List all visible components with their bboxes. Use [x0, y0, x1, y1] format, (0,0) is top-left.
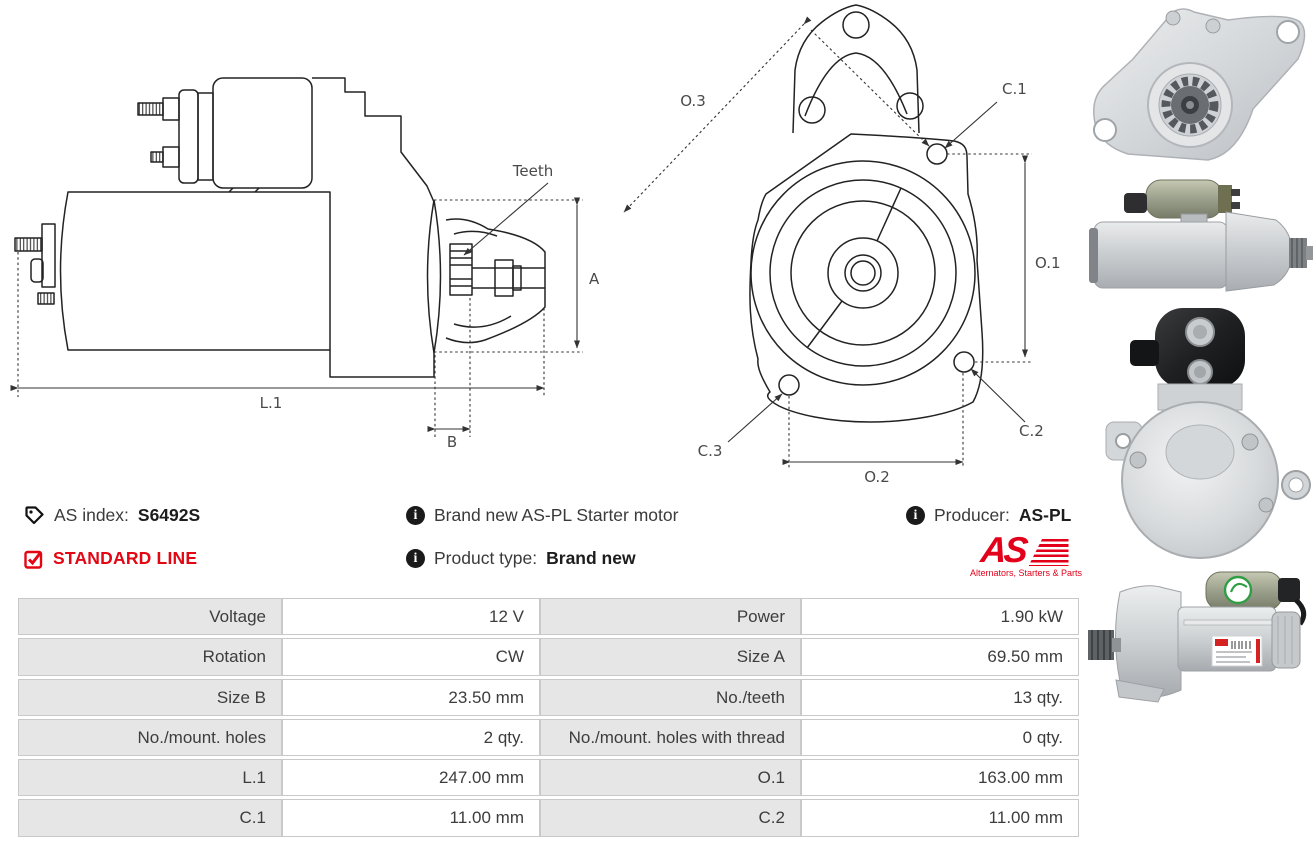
spec-value-cell: 13 qty.	[801, 679, 1079, 716]
spec-value-cell: CW	[282, 638, 540, 675]
dim-label-o3: O.3	[680, 92, 706, 110]
spec-value-cell: 247.00 mm	[282, 759, 540, 796]
starter-front-outline	[750, 5, 983, 422]
spec-value-cell: 163.00 mm	[801, 759, 1079, 796]
product-type-label: Product type:	[434, 548, 538, 568]
spec-value-cell: 69.50 mm	[801, 638, 1079, 675]
spec-label-cell: Size A	[540, 638, 801, 675]
starter-side-outline	[15, 78, 545, 377]
spec-label-cell: L.1	[18, 759, 282, 796]
spec-table-body	[18, 598, 1079, 837]
dim-label-a: A	[589, 270, 600, 288]
checkbox-icon	[24, 549, 44, 569]
spec-value-cell: 12 V	[282, 598, 540, 635]
spec-label-cell: Voltage	[18, 598, 282, 635]
as-logo-text: AS	[979, 529, 1028, 571]
product-type-value: Brand new	[546, 548, 636, 568]
description-text: Brand new AS-PL Starter motor	[434, 505, 679, 525]
as-index-label: AS index:	[54, 505, 129, 525]
info-icon: i	[906, 506, 925, 525]
standard-line-row	[24, 548, 197, 569]
spec-value-cell: 11.00 mm	[801, 799, 1079, 836]
table-row	[18, 638, 1079, 675]
dim-label-b: B	[446, 433, 458, 451]
as-index-value: S6492S	[137, 505, 201, 525]
description-row	[406, 505, 678, 526]
as-index-row	[24, 505, 200, 526]
dim-label-c1: C.1	[1002, 80, 1027, 98]
dim-label-o1: O.1	[1035, 254, 1061, 272]
table-row	[18, 799, 1079, 836]
table-row	[18, 719, 1079, 756]
tag-icon	[24, 505, 45, 526]
info-icon: i	[406, 549, 425, 568]
standard-line-badge: STANDARD LINE	[53, 548, 198, 568]
spec-table	[18, 595, 1079, 840]
info-icon: i	[406, 506, 425, 525]
spec-label-cell: C.1	[18, 799, 282, 836]
spec-value-cell: 0 qty.	[801, 719, 1079, 756]
spec-label-cell: Size B	[18, 679, 282, 716]
front-dimension-lines	[624, 24, 1032, 468]
spec-label-cell: O.1	[540, 759, 801, 796]
spec-label-cell: Power	[540, 598, 801, 635]
dim-label-l1: L.1	[259, 394, 283, 412]
spec-value-cell: 2 qty.	[282, 719, 540, 756]
table-row	[18, 598, 1079, 635]
dim-label-c3: C.3	[697, 442, 723, 460]
product-photo-angled	[1086, 562, 1316, 704]
product-type-row	[406, 548, 636, 569]
producer-label: Producer:	[934, 505, 1010, 525]
side-dimension-lines	[18, 183, 583, 437]
dim-label-c2: C.2	[1019, 422, 1044, 440]
spec-label-cell: No./mount. holes with thread	[540, 719, 801, 756]
spec-value-cell: 23.50 mm	[282, 679, 540, 716]
product-photo-side	[1086, 172, 1316, 302]
spec-label-cell: Rotation	[18, 638, 282, 675]
product-photo-front	[1088, 4, 1312, 170]
side-view-diagram	[5, 52, 615, 452]
table-row	[18, 759, 1079, 796]
front-view-diagram	[598, 2, 1082, 496]
dim-label-o2: O.2	[864, 468, 890, 486]
dim-label-teeth: Teeth	[512, 162, 554, 180]
producer-value: AS-PL	[1018, 505, 1072, 525]
as-logo-tagline: Alternators, Starters & Parts	[970, 568, 1083, 578]
spec-label-cell: No./teeth	[540, 679, 801, 716]
producer-row	[906, 505, 1071, 526]
spec-label-cell: C.2	[540, 799, 801, 836]
spec-value-cell: 11.00 mm	[282, 799, 540, 836]
as-pl-logo	[970, 529, 1083, 578]
as-logo-stripes-icon	[1029, 539, 1069, 566]
product-photo-top	[1100, 300, 1316, 562]
table-row	[18, 679, 1079, 716]
spec-value-cell: 1.90 kW	[801, 598, 1079, 635]
spec-label-cell: No./mount. holes	[18, 719, 282, 756]
